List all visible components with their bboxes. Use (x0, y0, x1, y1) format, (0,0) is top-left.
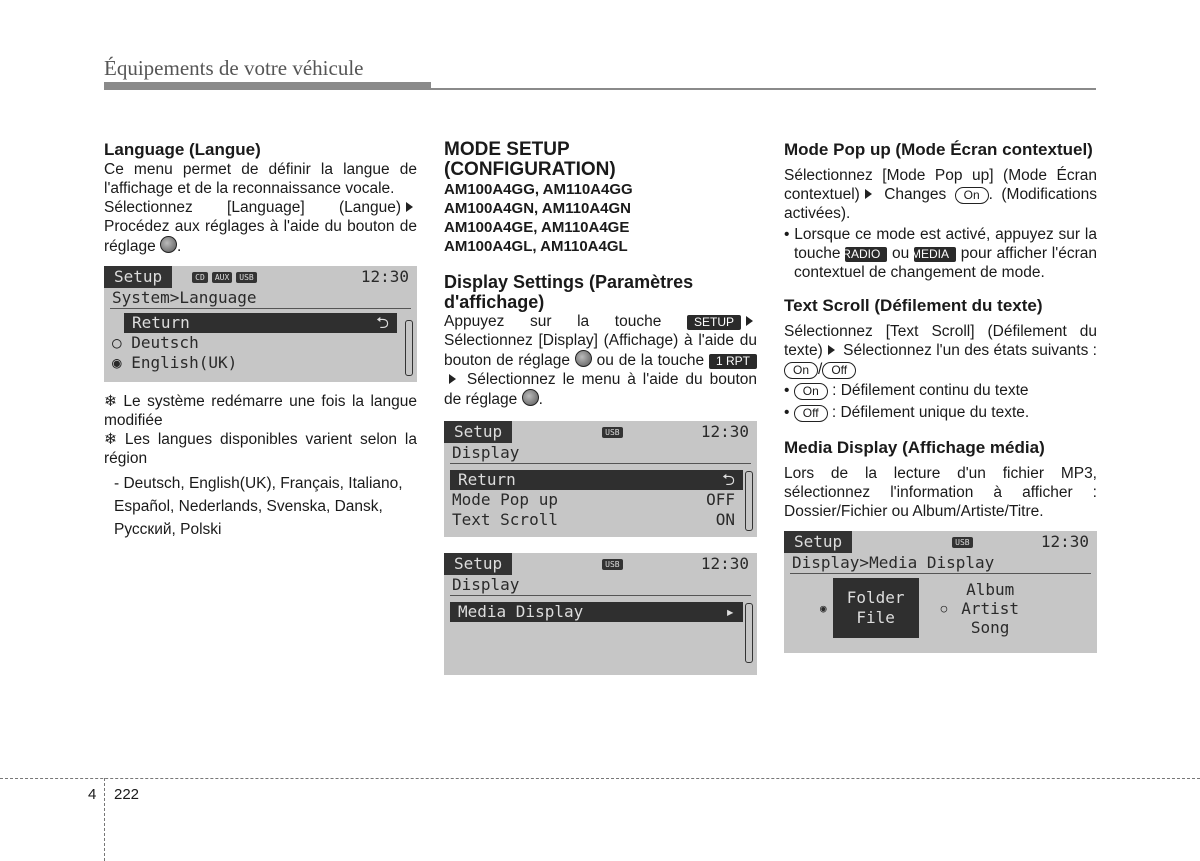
mode-popup-heading: Mode Pop up (Mode Écran contextuel) (784, 140, 1093, 159)
clock: 12:30 (700, 422, 749, 441)
screen-path: Display (452, 575, 520, 594)
off-badge: Off (822, 362, 856, 379)
language-instruction: Sélectionnez [Language] (Langue) Procédez aux réglages à l'aide du bouton de réglage . (104, 199, 417, 255)
scrollbar (745, 603, 753, 663)
display-screen (444, 421, 757, 537)
instruction-part2: Procédez aux réglages à l'aide du bouton de réglage (104, 218, 417, 255)
cd-indicator: CD (192, 272, 208, 283)
display-instr-a: Appuyez sur la touche (444, 313, 662, 330)
on-badge: On (794, 383, 828, 400)
language-screen (104, 266, 417, 382)
model-2: AM100A4GE, AM110A4GE (444, 219, 630, 236)
screen-path: System>Language (112, 288, 257, 307)
scrollbar (405, 320, 413, 376)
menu-row-label: Return (458, 470, 516, 489)
screen-title: Setup (444, 421, 512, 443)
menu-row-return[interactable] (450, 470, 743, 490)
header-rule (431, 88, 1096, 90)
menu-row-text-scroll[interactable] (444, 510, 757, 530)
off-badge: Off (794, 405, 828, 422)
usb-indicator: USB (952, 537, 972, 548)
tune-knob-icon (160, 236, 177, 253)
language-list: - Deutsch, English(UK), Français, Italiano, Español, Nederlands, Svenska, Dansk, Русский, Polski (114, 475, 403, 538)
artist-label: Artist (961, 598, 1020, 618)
section-number: 4 (88, 786, 97, 803)
model-1: AM100A4GN, AM110A4GN (444, 200, 632, 217)
scrollbar (745, 471, 753, 531)
menu-row-label: Mode Pop up (452, 490, 558, 509)
arrow-icon (865, 189, 872, 199)
screen-title: Setup (784, 531, 852, 553)
aux-indicator: AUX (212, 272, 232, 283)
popup-bullet-c: pour afficher l'écran contextuel de changement de mode. (794, 245, 1097, 281)
display-instr-d: Sélectionnez le menu à l'aide du bouton de réglage (444, 371, 757, 408)
language-intro: Ce menu permet de définir la langue de l'affichage et de la reconnaissance vocale. (104, 161, 417, 197)
radio-empty-icon: ○ (940, 601, 948, 615)
page-number: 222 (114, 786, 140, 803)
album-label: Album (966, 579, 1015, 599)
screen-divider (790, 573, 1091, 574)
tune-knob-icon (522, 389, 539, 406)
on-badge: On (955, 187, 989, 204)
return-row[interactable] (124, 313, 397, 333)
screen-path: Display>Media Display (792, 553, 995, 572)
screen-divider (450, 595, 751, 596)
menu-row-media-display[interactable] (450, 602, 743, 622)
header-bar (104, 82, 431, 90)
footer-rule (0, 778, 1200, 779)
instruction-part1: Sélectionnez [Language] (Langue) (104, 199, 401, 216)
arrow-icon (746, 316, 753, 326)
scroll-on-desc: : Défilement continu du texte (832, 382, 1029, 399)
clock: 12:30 (360, 267, 409, 286)
scroll-instr-b: Sélectionnez l'un des états suivants : (843, 342, 1097, 359)
option-folder-file[interactable] (833, 578, 919, 638)
popup-instr-c: . (Modifications activées). (784, 186, 1097, 222)
option-english[interactable] (104, 353, 417, 373)
setup-key: SETUP (687, 315, 741, 330)
radio-empty-icon: ○ (112, 333, 132, 352)
radio-selected-icon: ◉ (112, 353, 132, 372)
usb-indicator: USB (602, 559, 622, 570)
screen-path: Display (452, 443, 520, 462)
on-badge: On (784, 362, 818, 379)
scroll-instr-a: Sélectionnez [Text Scroll] (Défilement du texte) (784, 323, 1097, 359)
menu-row-label: Media Display (458, 602, 584, 621)
chevron-right-icon: ▸ (725, 602, 735, 621)
song-label: Song (970, 617, 1010, 637)
screen-title: Setup (444, 553, 512, 575)
footer-divider (104, 778, 105, 861)
usb-indicator: USB (602, 427, 622, 438)
arrow-icon (406, 202, 413, 212)
column-mode-setup (444, 140, 757, 675)
language-heading: Language (Langue) (104, 140, 261, 159)
radio-key: RADIO (845, 247, 887, 262)
scroll-option-off (784, 403, 1097, 422)
screen-divider (110, 308, 411, 309)
display-instr-c: ou de la touche (596, 352, 705, 369)
mode-setup-subtitle: (CONFIGURATION) (444, 159, 616, 180)
scroll-off-desc: : Défilement unique du texte. (831, 404, 1030, 421)
return-icon: ⮌ (722, 470, 735, 489)
screen-title: Setup (104, 266, 172, 288)
popup-bullet-a: • Lorsque ce mode est activé, appuyez sur la touche (784, 226, 1097, 262)
return-label: Return (132, 313, 190, 332)
slash: / (818, 361, 823, 378)
return-icon: ⮌ (376, 313, 389, 332)
option-deutsch[interactable] (104, 333, 417, 353)
tune-knob-icon (575, 350, 592, 367)
popup-instr-b: Changes (884, 186, 947, 203)
display-instruction: Appuyez sur la touche SETUP Sélectionnez [Display] (Affichage) à l'aide du bouton de réglage ou de la touche 1 RPT Sélectionnez le menu à l'aide du bouton de réglage . (444, 313, 757, 408)
media-display-desc: Lors de la lecture d'un fichier MP3, sélectionnez l'information à afficher : Dossier/Fichier ou Album/Artiste/Titre. (784, 465, 1097, 520)
menu-row-label: Text Scroll (452, 510, 558, 529)
model-0: AM100A4GG, AM110A4GG (444, 181, 633, 198)
bullet: • (784, 382, 790, 399)
running-header: Équipements de votre véhicule (104, 56, 364, 80)
arrow-icon (449, 374, 456, 384)
clock: 12:30 (1040, 532, 1089, 551)
rpt-key: 1 RPT (709, 354, 757, 369)
media-display-options-screen (784, 531, 1097, 653)
media-key: MEDIA (914, 247, 956, 262)
popup-bullet-b: ou (892, 245, 910, 262)
option-album-artist-song[interactable] (961, 580, 1019, 637)
media-display-screen (444, 553, 757, 675)
note-restart: ❄ Le système redémarre une fois la langue modifiée (104, 393, 417, 429)
scroll-option-on (784, 381, 1097, 400)
usb-indicator: USB (236, 272, 256, 283)
folder-label: Folder (846, 588, 905, 607)
display-instr-b: Sélectionnez [Display] (Affichage) à l'aide du bouton de réglage (444, 332, 757, 369)
menu-row-mode-popup[interactable] (444, 490, 757, 510)
note-languages: ❄ Les langues disponibles varient selon la région (104, 431, 417, 467)
mode-popup-instruction (784, 166, 1097, 223)
text-scroll-heading: Text Scroll (Défilement du texte) (784, 296, 1043, 315)
text-scroll-instruction (784, 322, 1097, 379)
mode-setup-title: MODE SETUP (444, 139, 570, 160)
media-display-heading: Media Display (Affichage média) (784, 438, 1045, 457)
popup-instr-a: Sélectionnez [Mode Pop up] (Mode Écran contextuel) (784, 167, 1097, 203)
column-language (104, 140, 417, 541)
screen-divider (450, 463, 751, 464)
arrow-icon (828, 345, 835, 355)
option-english-label: English(UK) (131, 353, 238, 372)
file-label: File (856, 608, 895, 627)
menu-row-value: OFF (706, 490, 735, 509)
bullet: • (784, 404, 790, 421)
menu-row-value: ON (715, 510, 735, 529)
clock: 12:30 (700, 554, 749, 573)
option-deutsch-label: Deutsch (131, 333, 199, 352)
mode-popup-bullet (784, 225, 1097, 282)
radio-selected-icon: ◉ (820, 601, 827, 615)
display-settings-heading: Display Settings (Paramètres d'affichage) (444, 272, 694, 312)
model-3: AM100A4GL, AM110A4GL (444, 238, 628, 255)
column-display-options (784, 140, 1097, 653)
